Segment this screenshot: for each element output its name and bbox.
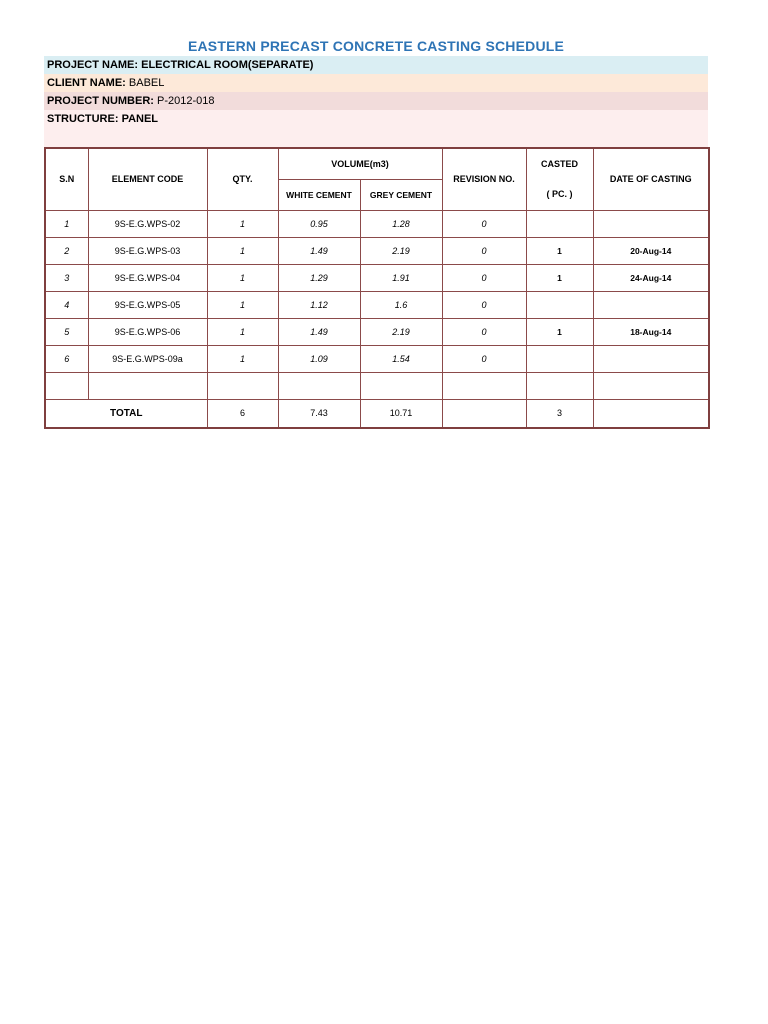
header-qty: QTY. bbox=[207, 148, 278, 210]
cell-sn: 6 bbox=[45, 345, 88, 372]
header-casted: CASTED bbox=[526, 148, 593, 179]
cell-casted bbox=[526, 210, 593, 237]
cell-element-code: 9S-E.G.WPS-09a bbox=[88, 345, 207, 372]
cell-date: 24-Aug-14 bbox=[593, 264, 709, 291]
cell-revision: 0 bbox=[442, 237, 526, 264]
cell-white-cement: 1.29 bbox=[278, 264, 360, 291]
cell-revision: 0 bbox=[442, 264, 526, 291]
cell-grey-cement: 1.54 bbox=[360, 345, 442, 372]
cell-date bbox=[593, 210, 709, 237]
structure-label: STRUCTURE: bbox=[47, 113, 119, 125]
cell-date bbox=[593, 291, 709, 318]
cell-revision: 0 bbox=[442, 318, 526, 345]
header-sn: S.N bbox=[45, 148, 88, 210]
cell-casted: 1 bbox=[526, 237, 593, 264]
cell-white-cement: 1.49 bbox=[278, 237, 360, 264]
total-date bbox=[593, 399, 709, 428]
cell-revision: 0 bbox=[442, 345, 526, 372]
structure-row bbox=[44, 110, 708, 148]
client-name-value: BABEL bbox=[128, 77, 165, 89]
cell-grey-cement: 2.19 bbox=[360, 318, 442, 345]
cell-date: 20-Aug-14 bbox=[593, 237, 709, 264]
header-date: DATE OF CASTING bbox=[593, 148, 709, 210]
cell-qty: 1 bbox=[207, 264, 278, 291]
cell-date: 18-Aug-14 bbox=[593, 318, 709, 345]
cell-element-code: 9S-E.G.WPS-02 bbox=[88, 210, 207, 237]
cell-white-cement: 1.12 bbox=[278, 291, 360, 318]
total-white-cement: 7.43 bbox=[278, 399, 360, 428]
cell-casted: 1 bbox=[526, 264, 593, 291]
total-qty: 6 bbox=[207, 399, 278, 428]
cell-white-cement: 1.09 bbox=[278, 345, 360, 372]
cell-element-code: 9S-E.G.WPS-06 bbox=[88, 318, 207, 345]
table-row bbox=[45, 318, 709, 345]
cell-qty: 1 bbox=[207, 291, 278, 318]
cell-element-code: 9S-E.G.WPS-04 bbox=[88, 264, 207, 291]
total-casted: 3 bbox=[526, 399, 593, 428]
cell-white-cement: 1.49 bbox=[278, 318, 360, 345]
project-name-row bbox=[44, 56, 708, 74]
total-revision bbox=[442, 399, 526, 428]
cell-qty: 1 bbox=[207, 318, 278, 345]
cell-casted bbox=[526, 345, 593, 372]
cell-grey-cement: 1.28 bbox=[360, 210, 442, 237]
header-revision: REVISION NO. bbox=[442, 148, 526, 210]
header-white-cement: WHITE CEMENT bbox=[278, 179, 360, 210]
cell-white-cement: 0.95 bbox=[278, 210, 360, 237]
table-row bbox=[45, 291, 709, 318]
cell-element-code: 9S-E.G.WPS-05 bbox=[88, 291, 207, 318]
table-row bbox=[45, 210, 709, 237]
cell-sn: 3 bbox=[45, 264, 88, 291]
cell-grey-cement: 2.19 bbox=[360, 237, 442, 264]
cell-element-code: 9S-E.G.WPS-03 bbox=[88, 237, 207, 264]
total-grey-cement: 10.71 bbox=[360, 399, 442, 428]
cell-casted: 1 bbox=[526, 318, 593, 345]
client-name-label: CLIENT NAME: bbox=[47, 77, 126, 89]
project-name-label: PROJECT NAME: bbox=[47, 59, 139, 71]
cell-casted bbox=[526, 291, 593, 318]
header-grey-cement: GREY CEMENT bbox=[360, 179, 442, 210]
cell-qty: 1 bbox=[207, 210, 278, 237]
header-row bbox=[45, 148, 709, 179]
cell-revision: 0 bbox=[442, 291, 526, 318]
page-title: EASTERN PRECAST CONCRETE CASTING SCHEDULE bbox=[187, 38, 565, 54]
project-number-value: P-2012-018 bbox=[157, 95, 215, 107]
table-row bbox=[45, 237, 709, 264]
empty-row bbox=[45, 372, 709, 399]
cell-revision: 0 bbox=[442, 210, 526, 237]
cell-sn: 1 bbox=[45, 210, 88, 237]
project-number-row bbox=[44, 92, 708, 110]
total-row bbox=[45, 399, 709, 428]
cell-sn: 5 bbox=[45, 318, 88, 345]
table-row bbox=[45, 264, 709, 291]
project-name-value: ELECTRICAL ROOM(SEPARATE) bbox=[141, 59, 314, 71]
structure-value: PANEL bbox=[121, 113, 159, 125]
cell-grey-cement: 1.6 bbox=[360, 291, 442, 318]
cell-qty: 1 bbox=[207, 345, 278, 372]
header-volume: VOLUME(m3) bbox=[278, 148, 442, 179]
casting-schedule-table bbox=[44, 147, 710, 429]
cell-date bbox=[593, 345, 709, 372]
table-row bbox=[45, 345, 709, 372]
cell-grey-cement: 1.91 bbox=[360, 264, 442, 291]
cell-sn: 2 bbox=[45, 237, 88, 264]
header-casted-unit: ( PC. ) bbox=[526, 179, 593, 210]
total-label: TOTAL bbox=[45, 399, 207, 428]
client-name-row bbox=[44, 74, 708, 92]
project-number-label: PROJECT NUMBER: bbox=[47, 95, 154, 107]
cell-qty: 1 bbox=[207, 237, 278, 264]
header-element-code: ELEMENT CODE bbox=[88, 148, 207, 210]
cell-sn: 4 bbox=[45, 291, 88, 318]
